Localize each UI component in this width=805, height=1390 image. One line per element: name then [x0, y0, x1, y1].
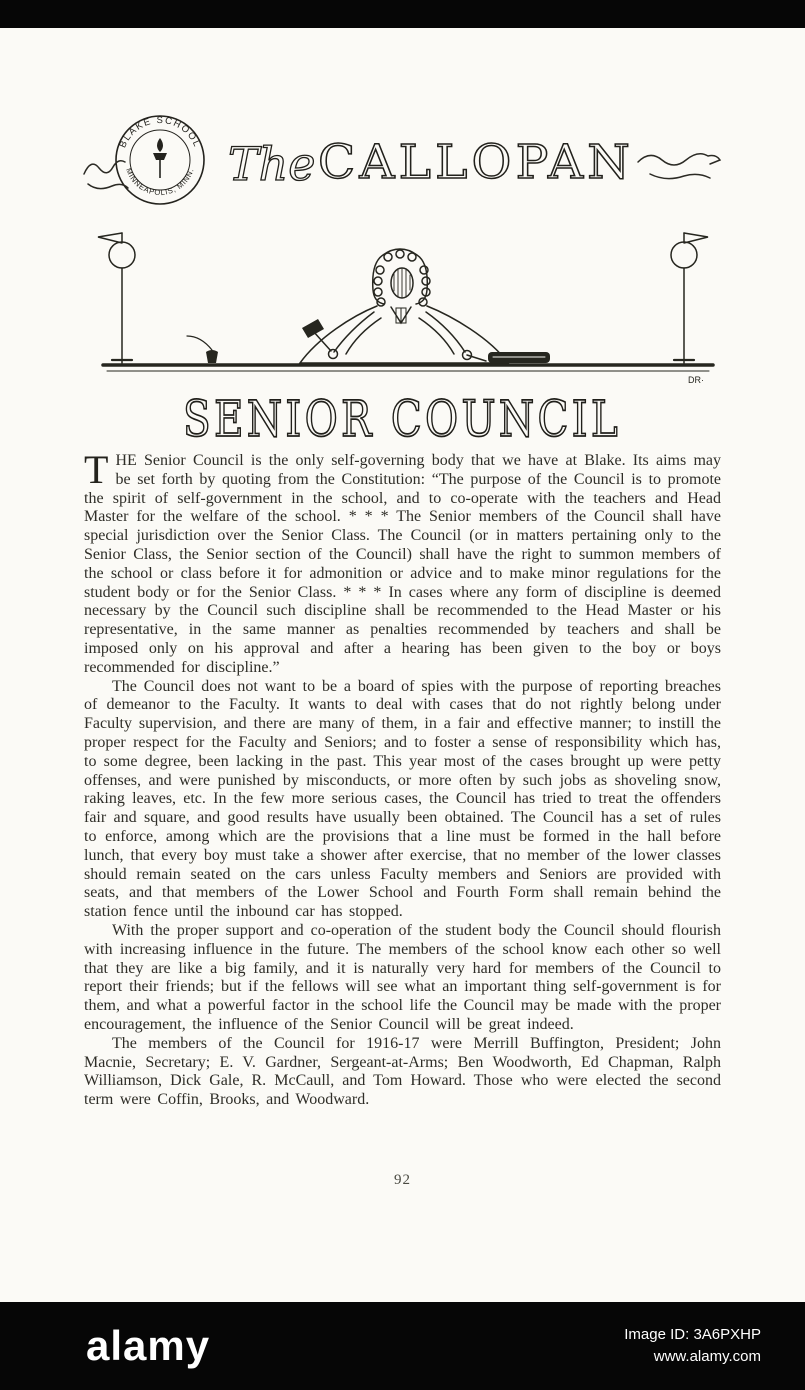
artist-signature: DR· — [688, 375, 704, 385]
flourish-left-icon — [84, 161, 128, 189]
alamy-watermark-bar — [0, 1302, 805, 1390]
lamp-left-icon — [98, 233, 135, 363]
bench-line — [103, 365, 713, 371]
torch-icon — [153, 138, 167, 178]
article-body — [84, 447, 721, 1110]
seal-bottom-text: MINNEAPOLIS, MINN. — [124, 166, 196, 198]
masthead-title: CALLOPAN — [318, 135, 634, 190]
school-seal-icon — [116, 115, 204, 204]
page-number: 92 — [394, 1172, 411, 1188]
judge-figure-icon — [187, 249, 550, 363]
alamy-meta — [624, 1324, 761, 1369]
paragraph-1-text: HE Senior Council is the only self-governing body that we have at Blake. Its aims may be set forth by quoting from the Constitution: “The purpose of the Council is to promote the spirit of self-government in the school, and to co-operate with the teachers and Head Master for the welfare of the school. * * * The Senior members of the Council shall have special jurisdiction over the Senior Class. The Council (or in matters pertaining only to the Senior Class, the Senior section of the Council) shall have the right to summon members of the school or class before it for admonition or advice and to make minor regulations for the student body or for the Senior Class. * * * In cases where any form of discipline is deemed necessary by the Council such discipline shall be recommended to the Head Master or his representative, in the same manner as penalties recommended by teachers and shall be imposed only on his approval and after a hearing has been given to the boy or boys recommended for discipline.” — [84, 452, 721, 676]
article-title: SENIOR COUNCIL — [183, 390, 621, 448]
judge-illustration — [0, 228, 805, 388]
alamy-logo: alamy — [86, 1322, 211, 1369]
flourish-right-icon — [638, 154, 720, 179]
article-title-block — [0, 386, 805, 450]
drop-cap: T — [84, 447, 109, 492]
masthead — [0, 100, 805, 225]
masthead-prefix: The — [228, 137, 316, 191]
alamy-url: www.alamy.com — [653, 1348, 761, 1365]
paragraph-2: The Council does not want to be a board of spies with the purpose of reporting breaches of demeanor to the Faculty. It wants to deal with cases that do not rightly belong under Faculty supervision, and there are many of them, in a fair and effective manner; to instill the proper respect for the Faculty and Seniors; and to foster a sense of responsibility which has, to some degree, been lacking in the past. This year most of the cases brought up were petty offenses, and were punished by misconducts, or more often by such jobs as shoveling snow, raking leaves, etc. In the few more serious cases, the Council has tried to treat the offenders fair and square, and good results have usually been obtained. The Council has a set of rules to enforce, among which are the provisions that a line must be formed in the hall before lunch, that every boy must take a shower after exercise, that no member of the lower classes should remain seated on the cars unless Faculty members and Seniors are provided with seats, and that members of the Lower School and Fourth Form shall remain behind the station fence until the inbound car has stopped. — [84, 677, 721, 921]
lamp-right-icon — [671, 233, 708, 363]
paragraph-1 — [84, 447, 721, 678]
image-id: Image ID: 3A6PXHP — [624, 1325, 761, 1343]
paragraph-4: The members of the Council for 1916-17 were Merrill Buffington, President; John Macnie, Secretary; E. V. Gardner, Sergeant-at-Arms; Ben Woodworth, Ed Chapman, Ralph Williamson, Dick Gale, R. McCaull, and Tom Howard. Those who were elected the second term were Coffin, Brooks, and Woodward. — [84, 1034, 721, 1109]
top-black-bar — [0, 0, 805, 28]
seal-top-text: BLAKE SCHOOL — [117, 114, 203, 150]
paragraph-3: With the proper support and co-operation of the student body the Council should flourish with increasing influence in the future. The members of the school know each other so well that they are like a big family, and it is naturally very hard for members of the Council to report their friends; but if the fellows will see what an important thing self-government is for them, and what a powerful factor in the school life the Council may be made with the proper encouragement, the influence of the Senior Council will be great indeed. — [84, 921, 721, 1033]
